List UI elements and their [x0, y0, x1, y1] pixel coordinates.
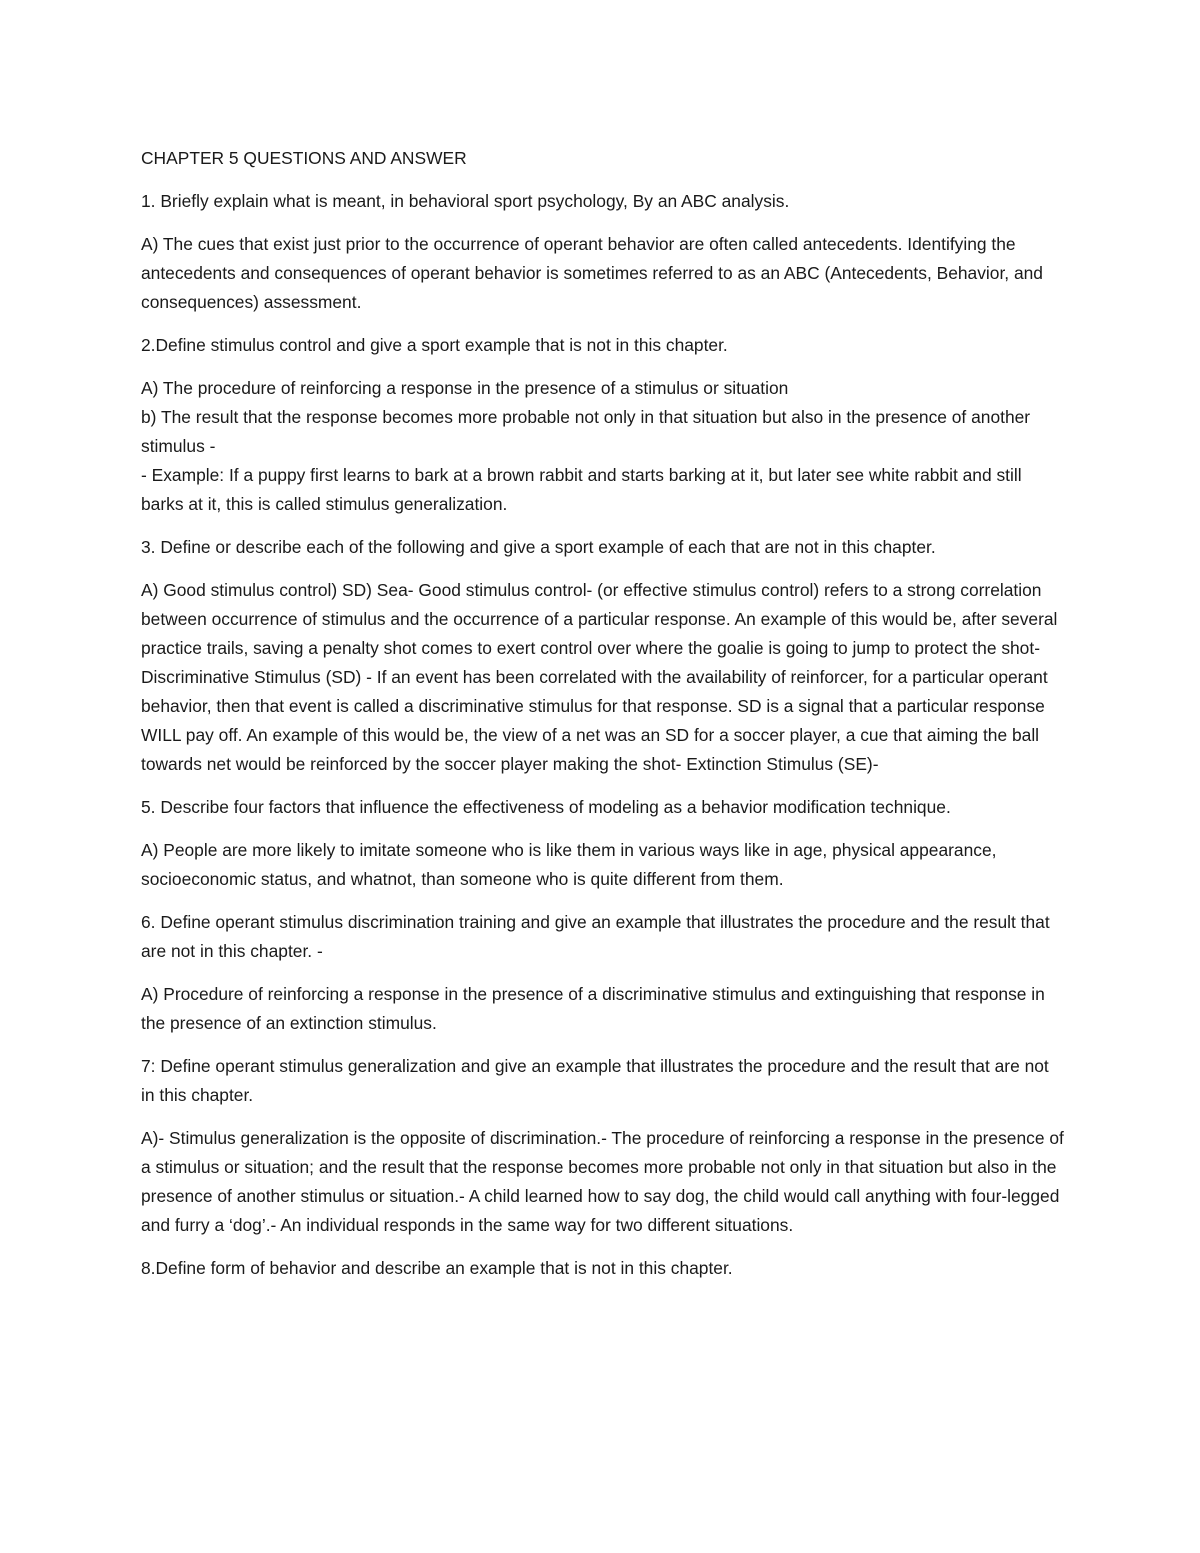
- answer-1: A) The cues that exist just prior to the occurrence of operant behavior are often called antecedents. Identifying the antecedents and consequences of operant behavior is sometimes referred to as an ABC (Antecedents, Behavior, and consequences) assessment.: [141, 234, 1043, 312]
- document-title: CHAPTER 5 QUESTIONS AND ANSWER: [141, 148, 467, 168]
- answer-6: A) Procedure of reinforcing a response in the presence of a discriminative stimulus and extinguishing that response in the presence of an extinction stimulus.: [141, 984, 1045, 1033]
- answer-5: A) People are more likely to imitate someone who is like them in various ways like in age, physical appearance, socioeconomic status, and whatnot, than someone who is quite different from them.: [141, 840, 997, 889]
- question-3: 3. Define or describe each of the following and give a sport example of each that are not in this chapter.: [141, 537, 936, 557]
- answer-7: A)- Stimulus generalization is the opposite of discrimination.- The procedure of reinforcing a response in the presence of a stimulus or situation; and the result that the response becomes more probable not only in that situation but also in the presence of another stimulus or situation.- A child learned how to say dog, the child would call anything with four-legged and furry a ‘dog’.- An individual responds in the same way for two different situations.: [141, 1128, 1064, 1235]
- question-6: 6. Define operant stimulus discrimination training and give an example that illustrates the procedure and the result that are not in this chapter. -: [141, 912, 1050, 961]
- document-body: [141, 144, 1066, 1297]
- question-5: 5. Describe four factors that influence the effectiveness of modeling as a behavior modification technique.: [141, 797, 951, 817]
- answer-3: A) Good stimulus control) SD) Sea- Good stimulus control- (or effective stimulus control) refers to a strong correlation between occurrence of stimulus and the occurrence of a particular response. An example of this would be, after several practice trails, saving a penalty shot comes to exert control over where the goalie is going to jump to protect the shot- Discriminative Stimulus (SD) - If an event has been correlated with the availability of reinforcer, for a particular operant behavior, then that event is called a discriminative stimulus for that response. SD is a signal that a particular response WILL pay off. An example of this would be, the view of a net was an SD for a soccer player, a cue that aiming the ball towards net would be reinforced by the soccer player making the shot- Extinction Stimulus (SE)-: [141, 580, 1058, 774]
- answer-2-example: - Example: If a puppy first learns to bark at a brown rabbit and starts barking at it, but later see white rabbit and still barks at it, this is called stimulus generalization.: [141, 465, 1022, 514]
- answer-2-part-b: b) The result that the response becomes more probable not only in that situation but also in the presence of another stimulus -: [141, 407, 1031, 456]
- question-2: 2.Define stimulus control and give a sport example that is not in this chapter.: [141, 335, 728, 355]
- question-8: 8.Define form of behavior and describe an example that is not in this chapter.: [141, 1258, 733, 1278]
- question-7: 7: Define operant stimulus generalization and give an example that illustrates the procedure and the result that are not in this chapter.: [141, 1056, 1049, 1105]
- answer-2-part-a: A) The procedure of reinforcing a response in the presence of a stimulus or situation: [141, 378, 789, 398]
- question-1: 1. Briefly explain what is meant, in behavioral sport psychology, By an ABC analysis.: [141, 191, 790, 211]
